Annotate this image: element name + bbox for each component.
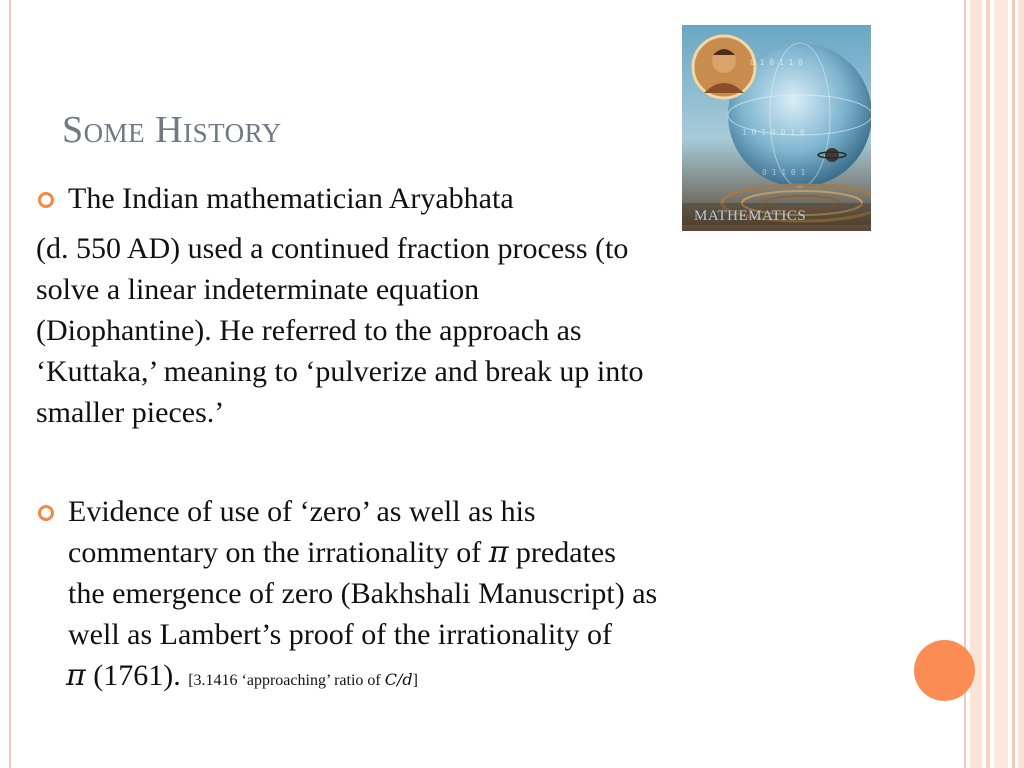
left-border-line — [9, 0, 11, 768]
bullet-1-line-6: smaller pieces.’ — [36, 396, 225, 429]
bullet-2-line-3: the emergence of zero (Bakhshali Manuscript) as — [68, 577, 658, 610]
bullet-2-line-5 — [66, 655, 418, 701]
bullet-2-line-4: well as Lambert’s proof of the irrationality of — [68, 618, 612, 651]
bullet-2-line-2 — [68, 532, 616, 573]
bullet-1-line-5: ‘Kuttaka,’ meaning to ‘pulverize and break up into — [36, 355, 644, 388]
bullet-2-line-2-text: commentary on the irrationality of — [68, 536, 489, 569]
bullet-1-line-2: (d. 550 AD) used a continued fraction process (to — [36, 232, 629, 265]
bullet-2-line-2-end: predates — [508, 536, 616, 569]
svg-text:0 1 1 0 1: 0 1 1 0 1 — [762, 168, 806, 177]
slide-title: Some History — [62, 109, 282, 151]
footnote-suffix: ] — [412, 672, 418, 689]
decorative-circle — [914, 640, 975, 701]
image-caption: MATHEMATICS — [694, 208, 807, 224]
bullet-1-line-1: The Indian mathematician Aryabhata — [68, 182, 514, 215]
bullet-1-line-4: (Diophantine). He referred to the approach as — [36, 314, 582, 347]
right-border-stripes — [964, 0, 1024, 768]
svg-text:1 0 1 0 0 1 0: 1 0 1 0 0 1 0 — [742, 128, 805, 137]
bullet-2-marker — [38, 505, 54, 521]
pi-symbol-2: π — [66, 658, 86, 693]
footnote — [188, 672, 418, 689]
bullet-1-marker — [38, 192, 54, 208]
footnote-prefix: [3.1416 ‘approaching’ ratio of — [188, 672, 385, 689]
bullet-1-line-3: solve a linear indeterminate equation — [36, 273, 480, 306]
ratio-symbol: C/d — [384, 670, 413, 689]
pi-symbol: π — [488, 535, 509, 570]
svg-text:0 1 0 1 1 0: 0 1 0 1 1 0 — [750, 58, 803, 67]
bullet-2-line-5-text: (1761). — [85, 659, 189, 692]
bullet-2-line-1: Evidence of use of ‘zero’ as well as his — [68, 495, 536, 528]
mathematics-cover-image — [682, 25, 871, 231]
